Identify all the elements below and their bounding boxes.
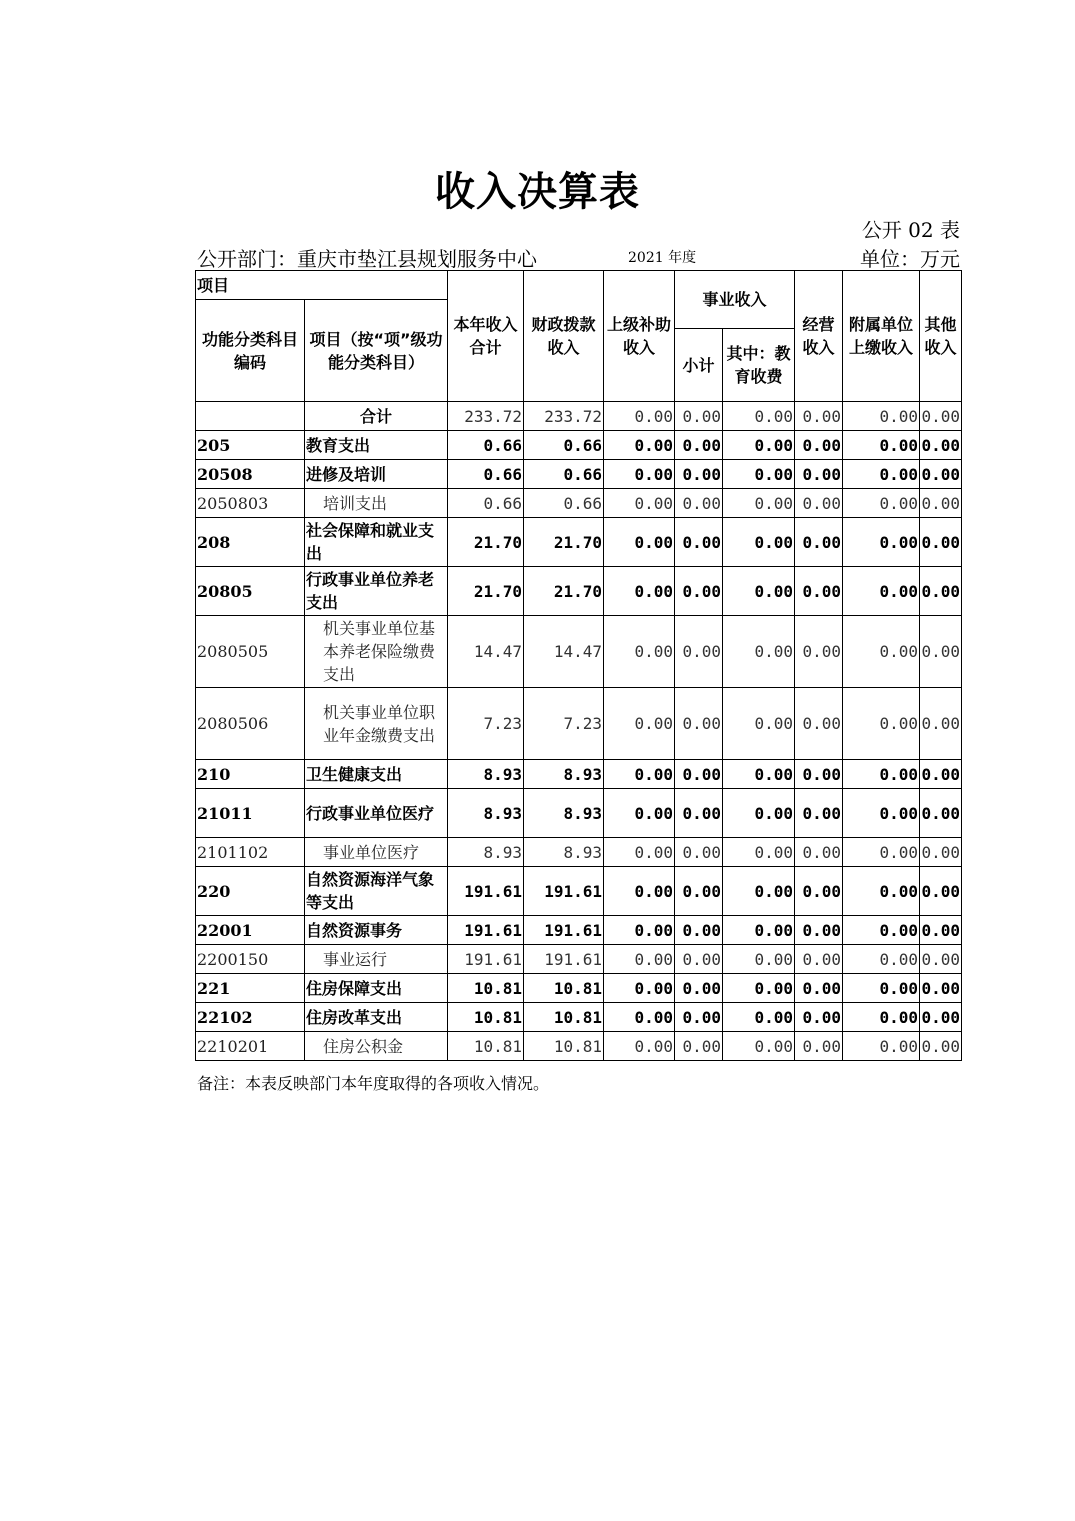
cell-value: 0.00	[604, 688, 675, 760]
cell-code: 220	[196, 867, 305, 916]
cell-value: 0.00	[843, 489, 920, 518]
cell-value: 10.81	[524, 1032, 604, 1061]
cell-value: 0.00	[795, 838, 843, 867]
cell-value: 21.70	[524, 567, 604, 616]
cell-value: 0.00	[843, 838, 920, 867]
cell-value: 0.00	[604, 916, 675, 945]
cell-value: 0.00	[723, 518, 795, 567]
form-number: 公开 02 表	[861, 218, 960, 242]
cell-value: 7.23	[448, 688, 524, 760]
cell-value: 0.00	[723, 1032, 795, 1061]
table-row	[196, 867, 962, 916]
cell-value: 0.00	[675, 974, 723, 1003]
header-career: 事业收入	[675, 271, 795, 329]
table-row	[196, 916, 962, 945]
cell-value: 14.47	[524, 616, 604, 688]
cell-value: 0.00	[675, 567, 723, 616]
cell-value: 21.70	[448, 518, 524, 567]
cell-value: 10.81	[524, 974, 604, 1003]
cell-name: 事业单位医疗	[305, 838, 448, 867]
cell-code: 22102	[196, 1003, 305, 1032]
cell-value: 0.66	[448, 460, 524, 489]
cell-value: 0.00	[675, 916, 723, 945]
cell-value: 10.81	[524, 1003, 604, 1032]
header-affiliated: 附属单位上缴收入	[843, 271, 920, 402]
unit-label: 单位：万元	[860, 247, 960, 271]
income-table	[195, 270, 962, 1061]
table-row	[196, 688, 962, 760]
cell-value: 0.00	[675, 1032, 723, 1061]
header-fiscal: 财政拨款收入	[524, 271, 604, 402]
cell-code: 221	[196, 974, 305, 1003]
cell-code: 20508	[196, 460, 305, 489]
table-row	[196, 789, 962, 838]
cell-name: 自然资源事务	[305, 916, 448, 945]
table-row	[196, 616, 962, 688]
cell-value: 8.93	[448, 838, 524, 867]
header-edu-fee: 其中：教育收费	[723, 329, 795, 402]
cell-name: 住房保障支出	[305, 974, 448, 1003]
cell-name: 机关事业单位职业年金缴费支出	[305, 688, 448, 760]
cell-value: 0.00	[795, 974, 843, 1003]
cell-code: 2080506	[196, 688, 305, 760]
cell-value: 0.00	[920, 431, 962, 460]
cell-value: 21.70	[448, 567, 524, 616]
cell-name: 行政事业单位养老支出	[305, 567, 448, 616]
table-row	[196, 518, 962, 567]
cell-value: 0.00	[723, 567, 795, 616]
cell-value: 0.00	[723, 616, 795, 688]
cell-value: 0.00	[920, 1032, 962, 1061]
cell-value: 10.81	[448, 1032, 524, 1061]
cell-value: 0.00	[843, 974, 920, 1003]
cell-name: 事业运行	[305, 945, 448, 974]
cell-value: 0.00	[604, 760, 675, 789]
cell-value: 0.00	[795, 518, 843, 567]
cell-value: 0.00	[843, 945, 920, 974]
cell-value: 0.00	[675, 945, 723, 974]
cell-value: 0.00	[604, 489, 675, 518]
year-label: 2021 年度	[628, 250, 697, 266]
cell-value: 0.00	[920, 760, 962, 789]
cell-value: 0.00	[843, 789, 920, 838]
cell-value: 0.00	[675, 489, 723, 518]
cell-value: 0.00	[723, 974, 795, 1003]
table-row	[196, 1003, 962, 1032]
cell-name: 卫生健康支出	[305, 760, 448, 789]
cell-value: 0.00	[604, 789, 675, 838]
cell-value: 0.00	[723, 916, 795, 945]
cell-value: 0.00	[723, 789, 795, 838]
cell-code: 20805	[196, 567, 305, 616]
cell-value: 0.00	[723, 431, 795, 460]
cell-code: 2101102	[196, 838, 305, 867]
cell-value: 0.00	[604, 1032, 675, 1061]
table-body	[196, 402, 962, 1061]
cell-value: 0.00	[675, 1003, 723, 1032]
cell-value: 0.00	[604, 431, 675, 460]
cell-value: 0.00	[723, 489, 795, 518]
cell-value: 0.00	[604, 402, 675, 431]
header-subtotal: 小计	[675, 329, 723, 402]
table-row	[196, 431, 962, 460]
cell-value: 0.00	[795, 760, 843, 789]
cell-value: 0.00	[675, 518, 723, 567]
table-row	[196, 760, 962, 789]
cell-value: 0.00	[675, 431, 723, 460]
cell-value: 14.47	[448, 616, 524, 688]
cell-value: 191.61	[524, 867, 604, 916]
cell-value: 0.00	[920, 945, 962, 974]
cell-value: 0.00	[843, 460, 920, 489]
cell-value: 0.00	[843, 688, 920, 760]
cell-value: 0.00	[723, 460, 795, 489]
cell-value: 0.00	[675, 838, 723, 867]
cell-value: 0.00	[843, 916, 920, 945]
cell-value: 0.00	[920, 867, 962, 916]
header-other: 其他收入	[920, 271, 962, 402]
cell-code: 210	[196, 760, 305, 789]
cell-value: 8.93	[524, 789, 604, 838]
header-superior: 上级补助收入	[604, 271, 675, 402]
cell-value: 10.81	[448, 1003, 524, 1032]
cell-name: 住房改革支出	[305, 1003, 448, 1032]
cell-value: 0.00	[675, 760, 723, 789]
cell-name: 社会保障和就业支出	[305, 518, 448, 567]
cell-value: 21.70	[524, 518, 604, 567]
cell-value: 0.66	[448, 431, 524, 460]
cell-value: 0.00	[795, 789, 843, 838]
cell-value: 0.00	[795, 945, 843, 974]
cell-value: 0.00	[920, 616, 962, 688]
cell-value: 0.00	[843, 518, 920, 567]
cell-code: 2210201	[196, 1032, 305, 1061]
cell-value: 0.00	[920, 688, 962, 760]
cell-value: 8.93	[448, 789, 524, 838]
cell-value: 0.00	[795, 867, 843, 916]
table-row	[196, 567, 962, 616]
cell-value: 8.93	[448, 760, 524, 789]
cell-value: 7.23	[524, 688, 604, 760]
cell-code: 21011	[196, 789, 305, 838]
cell-code: 22001	[196, 916, 305, 945]
cell-value: 0.00	[723, 945, 795, 974]
cell-value: 0.00	[920, 838, 962, 867]
cell-value: 0.00	[920, 789, 962, 838]
cell-value: 0.00	[795, 460, 843, 489]
cell-value: 0.00	[795, 402, 843, 431]
cell-code: 2080505	[196, 616, 305, 688]
cell-name: 进修及培训	[305, 460, 448, 489]
cell-value: 0.00	[604, 974, 675, 1003]
cell-value: 0.00	[795, 916, 843, 945]
cell-value: 0.66	[524, 431, 604, 460]
cell-value: 0.00	[843, 567, 920, 616]
cell-value: 0.00	[604, 1003, 675, 1032]
cell-value: 0.00	[723, 760, 795, 789]
cell-value: 0.00	[604, 460, 675, 489]
cell-value: 0.00	[723, 688, 795, 760]
cell-value: 233.72	[448, 402, 524, 431]
cell-value: 0.00	[920, 974, 962, 1003]
cell-value: 0.00	[795, 688, 843, 760]
cell-value: 0.00	[604, 518, 675, 567]
cell-value: 8.93	[524, 838, 604, 867]
table-row	[196, 838, 962, 867]
cell-name: 机关事业单位基本养老保险缴费支出	[305, 616, 448, 688]
cell-value: 0.66	[448, 489, 524, 518]
cell-value: 0.00	[675, 688, 723, 760]
header-item: 项目	[196, 271, 448, 300]
cell-value: 233.72	[524, 402, 604, 431]
cell-name: 培训支出	[305, 489, 448, 518]
table-row	[196, 945, 962, 974]
cell-name: 行政事业单位医疗	[305, 789, 448, 838]
table-row	[196, 974, 962, 1003]
header-total: 本年收入合计	[448, 271, 524, 402]
department-label: 公开部门：重庆市垫江县规划服务中心	[197, 247, 537, 271]
cell-value: 0.00	[843, 402, 920, 431]
cell-value: 0.00	[843, 1003, 920, 1032]
page-title: 收入决算表	[435, 169, 640, 215]
cell-code: 205	[196, 431, 305, 460]
cell-name: 教育支出	[305, 431, 448, 460]
table-row	[196, 460, 962, 489]
cell-value: 10.81	[448, 974, 524, 1003]
cell-value: 0.00	[675, 460, 723, 489]
cell-value: 8.93	[524, 760, 604, 789]
cell-value: 0.00	[723, 402, 795, 431]
cell-value: 0.00	[920, 567, 962, 616]
cell-value: 0.00	[843, 1032, 920, 1061]
cell-value: 0.00	[843, 431, 920, 460]
cell-value: 191.61	[524, 945, 604, 974]
cell-value: 0.00	[920, 1003, 962, 1032]
table-row	[196, 489, 962, 518]
cell-value: 0.00	[795, 489, 843, 518]
cell-value: 0.00	[604, 867, 675, 916]
cell-value: 0.00	[604, 945, 675, 974]
cell-value: 0.00	[604, 838, 675, 867]
cell-value: 0.00	[723, 867, 795, 916]
cell-value: 0.00	[675, 867, 723, 916]
header-code: 功能分类科目编码	[196, 300, 305, 402]
cell-value: 191.61	[448, 867, 524, 916]
table-row	[196, 1032, 962, 1061]
cell-value: 191.61	[448, 916, 524, 945]
cell-value: 0.00	[920, 460, 962, 489]
cell-code: 208	[196, 518, 305, 567]
cell-value: 0.00	[795, 616, 843, 688]
cell-value: 0.00	[604, 567, 675, 616]
cell-value: 0.66	[524, 489, 604, 518]
cell-value: 0.00	[920, 402, 962, 431]
cell-code: 2050803	[196, 489, 305, 518]
cell-value: 0.00	[843, 867, 920, 916]
cell-name: 合计	[305, 402, 448, 431]
header-business: 经营收入	[795, 271, 843, 402]
cell-code	[196, 402, 305, 431]
cell-value: 0.00	[675, 616, 723, 688]
cell-value: 0.00	[604, 616, 675, 688]
table-row	[196, 402, 962, 431]
cell-value: 0.00	[723, 1003, 795, 1032]
cell-value: 0.00	[843, 760, 920, 789]
cell-code: 2200150	[196, 945, 305, 974]
cell-value: 0.00	[675, 789, 723, 838]
cell-value: 191.61	[448, 945, 524, 974]
cell-value: 0.00	[920, 489, 962, 518]
cell-name: 住房公积金	[305, 1032, 448, 1061]
cell-value: 0.00	[795, 1003, 843, 1032]
cell-value: 0.00	[795, 431, 843, 460]
cell-value: 0.00	[795, 567, 843, 616]
cell-value: 0.00	[675, 402, 723, 431]
cell-value: 0.66	[524, 460, 604, 489]
cell-value: 0.00	[795, 1032, 843, 1061]
cell-value: 191.61	[524, 916, 604, 945]
cell-value: 0.00	[723, 838, 795, 867]
cell-value: 0.00	[843, 616, 920, 688]
header-name: 项目（按“项”级功能分类科目）	[305, 300, 448, 402]
cell-name: 自然资源海洋气象等支出	[305, 867, 448, 916]
cell-value: 0.00	[920, 916, 962, 945]
footnote: 备注：本表反映部门本年度取得的各项收入情况。	[197, 1074, 550, 1093]
cell-value: 0.00	[920, 518, 962, 567]
